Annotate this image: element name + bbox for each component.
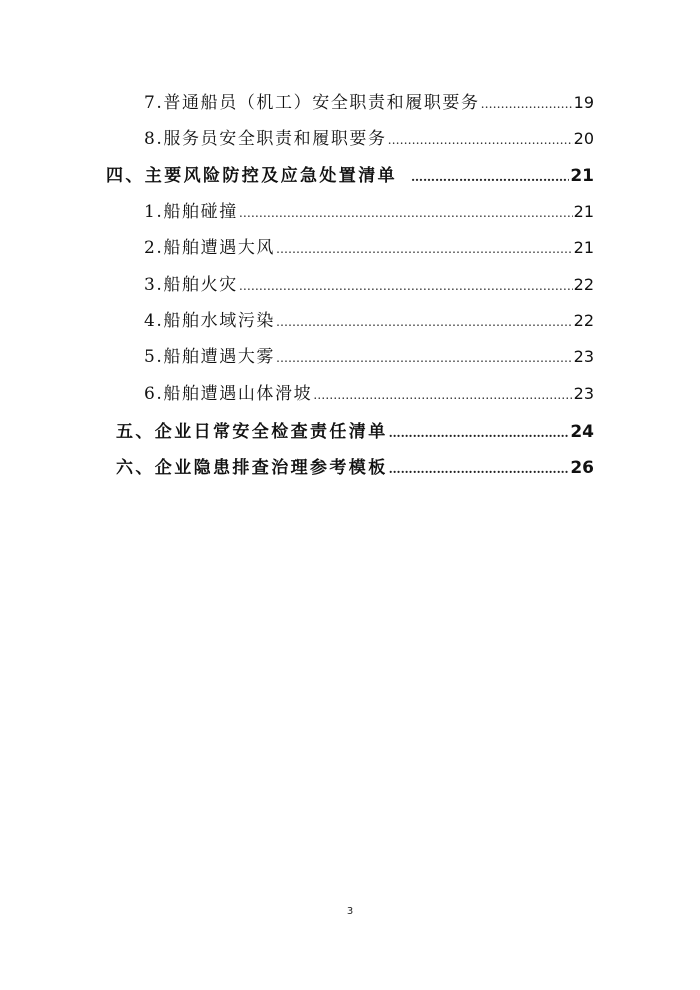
toc-entry-title: 7.普通船员（机工）安全职责和履职要务 [144,93,480,113]
toc-entry-title: 5.船舶遭遇大雾 [144,347,276,367]
dot-leader [481,89,573,119]
toc-entry-title: 8.服务员安全职责和履职要务 [144,129,387,149]
toc-entry-page: 19 [573,93,594,112]
toc-entry-title: 1.船舶碰撞 [144,202,238,222]
toc-entry-page: 21 [573,238,594,257]
dot-leader [239,271,573,301]
dot-leader [389,454,570,484]
dot-leader [411,162,569,192]
toc-entry[interactable] [144,306,594,336]
toc-entry-title: 3.船舶火灾 [144,275,238,295]
toc-entry-page: 24 [570,422,594,442]
dot-leader [388,125,573,155]
toc-entry-title: 4.船舶水域污染 [144,311,276,331]
toc-entry-page: 23 [573,347,594,366]
toc-section-entry[interactable] [116,417,594,447]
toc-entry[interactable] [144,88,594,118]
toc-entry-title: 6.船舶遭遇山体滑坡 [144,384,313,404]
dot-leader [276,234,573,264]
toc-entry[interactable] [144,197,594,227]
toc-entry[interactable] [144,379,594,409]
toc-entry-page: 21 [573,202,594,221]
toc-entry[interactable] [144,270,594,300]
toc-entry-page: 26 [570,458,594,478]
toc-entry[interactable] [144,124,594,154]
toc-section-entry[interactable] [116,453,594,483]
toc-entry-page: 22 [573,275,594,294]
toc-entry-title: 四、主要风险防控及应急处置清单 [106,166,397,186]
dot-leader [276,343,573,373]
dot-leader [239,198,573,228]
toc-section-entry[interactable] [106,161,594,191]
toc-entry-page: 20 [573,129,594,148]
toc-entry-title: 五、企业日常安全检查责任清单 [116,422,388,442]
toc-entry[interactable] [144,233,594,263]
toc-entry-page: 21 [570,166,594,186]
page-number: 3 [346,906,354,917]
toc-entry-page: 23 [573,384,594,403]
dot-leader [389,418,570,448]
toc-entry-title: 六、企业隐患排查治理参考模板 [116,458,388,478]
toc-entry-title: 2.船舶遭遇大风 [144,238,276,258]
toc-entry-page: 22 [573,311,594,330]
toc-entry[interactable] [144,342,594,372]
dot-leader [276,307,573,337]
dot-leader [313,380,572,410]
